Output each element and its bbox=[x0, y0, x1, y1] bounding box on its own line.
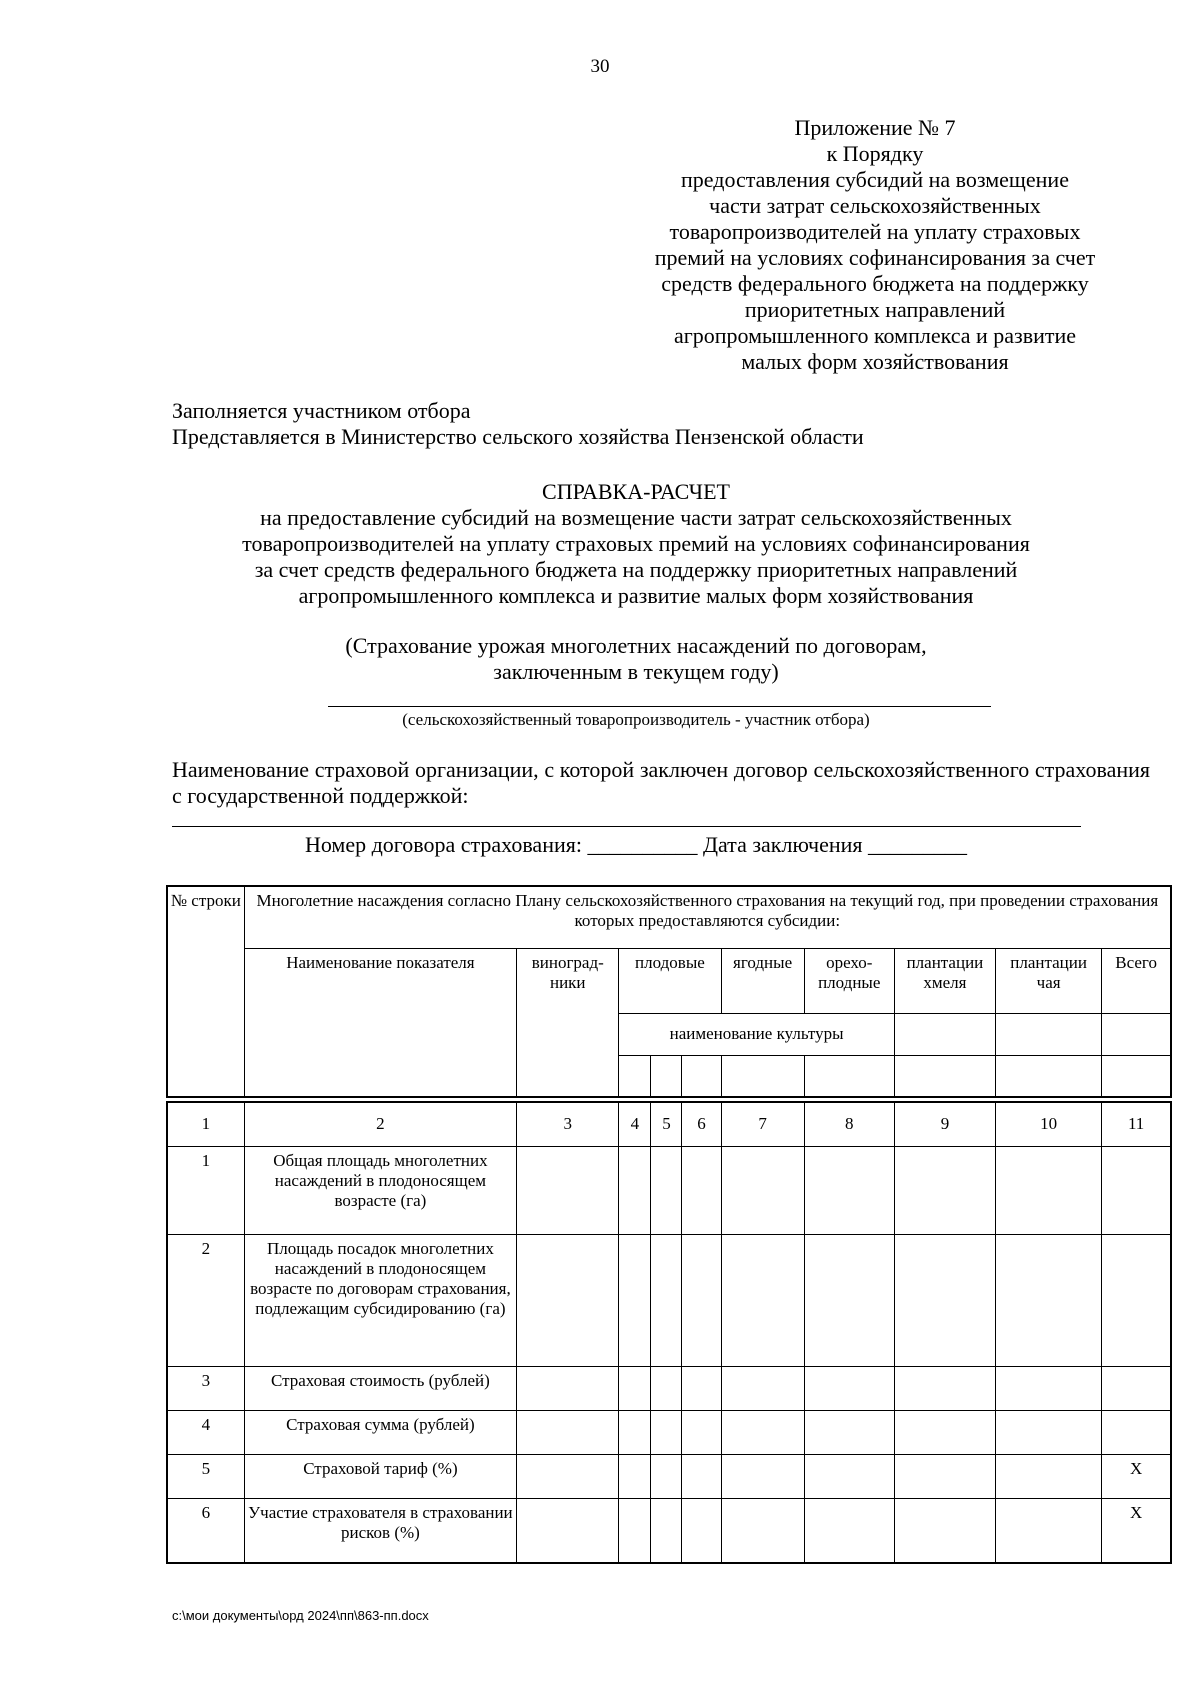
culture-name-header: наименование культуры bbox=[619, 1013, 894, 1055]
column-number-row bbox=[167, 1102, 1171, 1146]
value-cell[interactable] bbox=[804, 1366, 894, 1410]
appendix-block bbox=[640, 115, 1110, 375]
value-cell[interactable] bbox=[996, 1454, 1102, 1498]
value-cell[interactable] bbox=[996, 1410, 1102, 1454]
value-cell[interactable] bbox=[651, 1454, 682, 1498]
column-number: 8 bbox=[804, 1102, 894, 1146]
value-cell[interactable] bbox=[804, 1234, 894, 1366]
empty-cell[interactable] bbox=[721, 1055, 804, 1097]
document-title bbox=[172, 479, 1100, 609]
value-cell[interactable] bbox=[894, 1498, 995, 1563]
value-cell[interactable] bbox=[721, 1454, 804, 1498]
table-row bbox=[167, 1146, 1171, 1234]
column-number: 11 bbox=[1102, 1102, 1171, 1146]
value-cell[interactable] bbox=[517, 1454, 619, 1498]
empty-cell[interactable] bbox=[804, 1055, 894, 1097]
appendix-line: товаропроизводителей на уплату страховых bbox=[669, 219, 1081, 244]
row-number: 5 bbox=[167, 1454, 244, 1498]
column-number: 2 bbox=[244, 1102, 517, 1146]
producer-caption: (сельскохозяйственный товаропроизводитель - участник отбора) bbox=[402, 710, 870, 729]
value-cell[interactable] bbox=[619, 1410, 651, 1454]
value-cell[interactable] bbox=[804, 1498, 894, 1563]
value-cell[interactable] bbox=[651, 1146, 682, 1234]
value-cell[interactable] bbox=[651, 1498, 682, 1563]
column-number: 1 bbox=[167, 1102, 244, 1146]
table-row bbox=[167, 1366, 1171, 1410]
appendix-line: к Порядку bbox=[826, 141, 924, 166]
value-cell[interactable] bbox=[682, 1410, 721, 1454]
value-cell[interactable] bbox=[517, 1146, 619, 1234]
value-cell[interactable] bbox=[517, 1410, 619, 1454]
indicator-name: Страховой тариф (%) bbox=[244, 1454, 517, 1498]
total-cell[interactable] bbox=[1102, 1146, 1171, 1234]
column-number: 7 bbox=[721, 1102, 804, 1146]
column-number: 9 bbox=[894, 1102, 995, 1146]
fruit-header: плодовые bbox=[619, 948, 721, 1013]
row-number: 3 bbox=[167, 1366, 244, 1410]
empty-cell[interactable] bbox=[894, 1013, 995, 1055]
empty-cell[interactable] bbox=[996, 1055, 1102, 1097]
value-cell[interactable] bbox=[894, 1234, 995, 1366]
value-cell[interactable] bbox=[721, 1410, 804, 1454]
value-cell[interactable] bbox=[619, 1146, 651, 1234]
empty-cell[interactable] bbox=[682, 1055, 721, 1097]
value-cell[interactable] bbox=[721, 1234, 804, 1366]
row-number: 2 bbox=[167, 1234, 244, 1366]
file-path-footer: c:\мои документы\орд 2024\пп\863-пп.docx bbox=[172, 1608, 429, 1623]
title-line: за счет средств федерального бюджета на поддержку приоритетных направлений bbox=[254, 557, 1018, 582]
title-line: агропромышленного комплекса и развитие малых форм хозяйствования bbox=[298, 583, 974, 608]
subtitle-line: заключенным в текущем году) bbox=[493, 659, 779, 684]
contract-info bbox=[172, 832, 1100, 858]
empty-cell[interactable] bbox=[619, 1055, 651, 1097]
empty-cell[interactable] bbox=[996, 1013, 1102, 1055]
contract-date-label: Дата заключения _________ bbox=[702, 832, 968, 857]
appendix-line: премий на условиях софинансирования за счет bbox=[654, 245, 1096, 270]
indicator-name: Страховая сумма (рублей) bbox=[244, 1410, 517, 1454]
empty-cell[interactable] bbox=[651, 1055, 682, 1097]
value-cell[interactable] bbox=[682, 1454, 721, 1498]
value-cell[interactable] bbox=[894, 1146, 995, 1234]
value-cell[interactable] bbox=[721, 1498, 804, 1563]
filled-by-note: Заполняется участником отбора bbox=[172, 398, 471, 423]
group-header: Многолетние насаждения согласно Плану сельскохозяйственного страхования на текущий год, при проведении страхования которых предоставляются субсидии: bbox=[244, 886, 1171, 948]
title-line: товаропроизводителей на уплату страховых премий на условиях софинансирования bbox=[242, 531, 1030, 556]
appendix-line: предоставления субсидий на возмещение bbox=[681, 167, 1069, 192]
total-cell[interactable]: X bbox=[1102, 1498, 1171, 1563]
total-cell[interactable] bbox=[1102, 1234, 1171, 1366]
empty-cell[interactable] bbox=[1102, 1055, 1171, 1097]
total-cell[interactable]: X bbox=[1102, 1454, 1171, 1498]
submitted-to-note: Представляется в Министерство сельского хозяйства Пензенской области bbox=[172, 424, 864, 449]
table-row bbox=[167, 1234, 1171, 1366]
value-cell[interactable] bbox=[804, 1454, 894, 1498]
total-header: Всего bbox=[1102, 948, 1171, 1013]
value-cell[interactable] bbox=[996, 1146, 1102, 1234]
value-cell[interactable] bbox=[721, 1366, 804, 1410]
value-cell[interactable] bbox=[996, 1366, 1102, 1410]
table-row bbox=[167, 1410, 1171, 1454]
value-cell[interactable] bbox=[619, 1454, 651, 1498]
column-number: 5 bbox=[651, 1102, 682, 1146]
row-number: 1 bbox=[167, 1146, 244, 1234]
table-row bbox=[167, 1454, 1171, 1498]
row-number: 6 bbox=[167, 1498, 244, 1563]
insurer-blank-line[interactable] bbox=[172, 826, 1081, 827]
value-cell[interactable] bbox=[619, 1366, 651, 1410]
row-number-header: № строки bbox=[167, 886, 244, 1097]
column-number: 6 bbox=[682, 1102, 721, 1146]
vineyards-header: виноград-ники bbox=[517, 948, 619, 1097]
value-cell[interactable] bbox=[996, 1498, 1102, 1563]
page-number: 30 bbox=[590, 56, 610, 77]
column-number: 3 bbox=[517, 1102, 619, 1146]
value-cell[interactable] bbox=[651, 1366, 682, 1410]
value-cell[interactable] bbox=[804, 1146, 894, 1234]
total-cell[interactable] bbox=[1102, 1410, 1171, 1454]
value-cell[interactable] bbox=[894, 1410, 995, 1454]
tea-header: плантации чая bbox=[996, 948, 1102, 1013]
contract-number-label: Номер договора страхования: __________ bbox=[304, 832, 698, 857]
value-cell[interactable] bbox=[682, 1234, 721, 1366]
nut-header: орехо-плодные bbox=[804, 948, 894, 1013]
berry-header: ягодные bbox=[721, 948, 804, 1013]
filing-notes bbox=[172, 398, 864, 450]
value-cell[interactable] bbox=[682, 1146, 721, 1234]
value-cell[interactable] bbox=[682, 1366, 721, 1410]
table-row bbox=[167, 1498, 1171, 1563]
appendix-line: средств федерального бюджета на поддержку bbox=[661, 271, 1089, 296]
indicator-header: Наименование показателя bbox=[244, 948, 517, 1097]
value-cell[interactable] bbox=[894, 1366, 995, 1410]
empty-cell[interactable] bbox=[894, 1055, 995, 1097]
indicator-name: Страховая стоимость (рублей) bbox=[244, 1366, 517, 1410]
column-number: 10 bbox=[996, 1102, 1102, 1146]
title-heading: СПРАВКА-РАСЧЕТ bbox=[542, 479, 730, 504]
document-subtitle bbox=[172, 633, 1100, 685]
subsidy-table-header bbox=[166, 885, 1172, 1098]
subtitle-line: (Страхование урожая многолетних насаждений по договорам, bbox=[345, 633, 927, 658]
indicator-name: Общая площадь многолетних насаждений в плодоносящем возрасте (га) bbox=[244, 1146, 517, 1234]
value-cell[interactable] bbox=[682, 1498, 721, 1563]
appendix-line: Приложение № 7 bbox=[794, 115, 956, 140]
value-cell[interactable] bbox=[517, 1498, 619, 1563]
total-cell[interactable] bbox=[1102, 1366, 1171, 1410]
value-cell[interactable] bbox=[996, 1234, 1102, 1366]
value-cell[interactable] bbox=[651, 1410, 682, 1454]
value-cell[interactable] bbox=[804, 1410, 894, 1454]
column-number: 4 bbox=[619, 1102, 651, 1146]
empty-cell[interactable] bbox=[1102, 1013, 1171, 1055]
indicator-name: Площадь посадок многолетних насаждений в плодоносящем возрасте по договорам страхования, подлежащим субсидированию (га) bbox=[244, 1234, 517, 1366]
insurer-label: Наименование страховой организации, с которой заключен договор сельскохозяйственного страхования с государственной поддержкой: bbox=[172, 757, 1150, 808]
appendix-line: приоритетных направлений bbox=[744, 297, 1006, 322]
value-cell[interactable] bbox=[517, 1234, 619, 1366]
value-cell[interactable] bbox=[651, 1234, 682, 1366]
hops-header: плантации хмеля bbox=[894, 948, 995, 1013]
producer-blank-line[interactable] bbox=[328, 706, 991, 707]
appendix-line: части затрат сельскохозяйственных bbox=[709, 193, 1041, 218]
subsidy-table-body bbox=[166, 1101, 1172, 1564]
row-number: 4 bbox=[167, 1410, 244, 1454]
title-line: на предоставление субсидий на возмещение части затрат сельскохозяйственных bbox=[260, 505, 1012, 530]
value-cell[interactable] bbox=[619, 1234, 651, 1366]
value-cell[interactable] bbox=[894, 1454, 995, 1498]
appendix-line: агропромышленного комплекса и развитие bbox=[673, 323, 1077, 348]
value-cell[interactable] bbox=[517, 1366, 619, 1410]
indicator-name: Участие страхователя в страховании рисков (%) bbox=[244, 1498, 517, 1563]
appendix-line: малых форм хозяйствования bbox=[741, 349, 1009, 374]
value-cell[interactable] bbox=[619, 1498, 651, 1563]
value-cell[interactable] bbox=[721, 1146, 804, 1234]
